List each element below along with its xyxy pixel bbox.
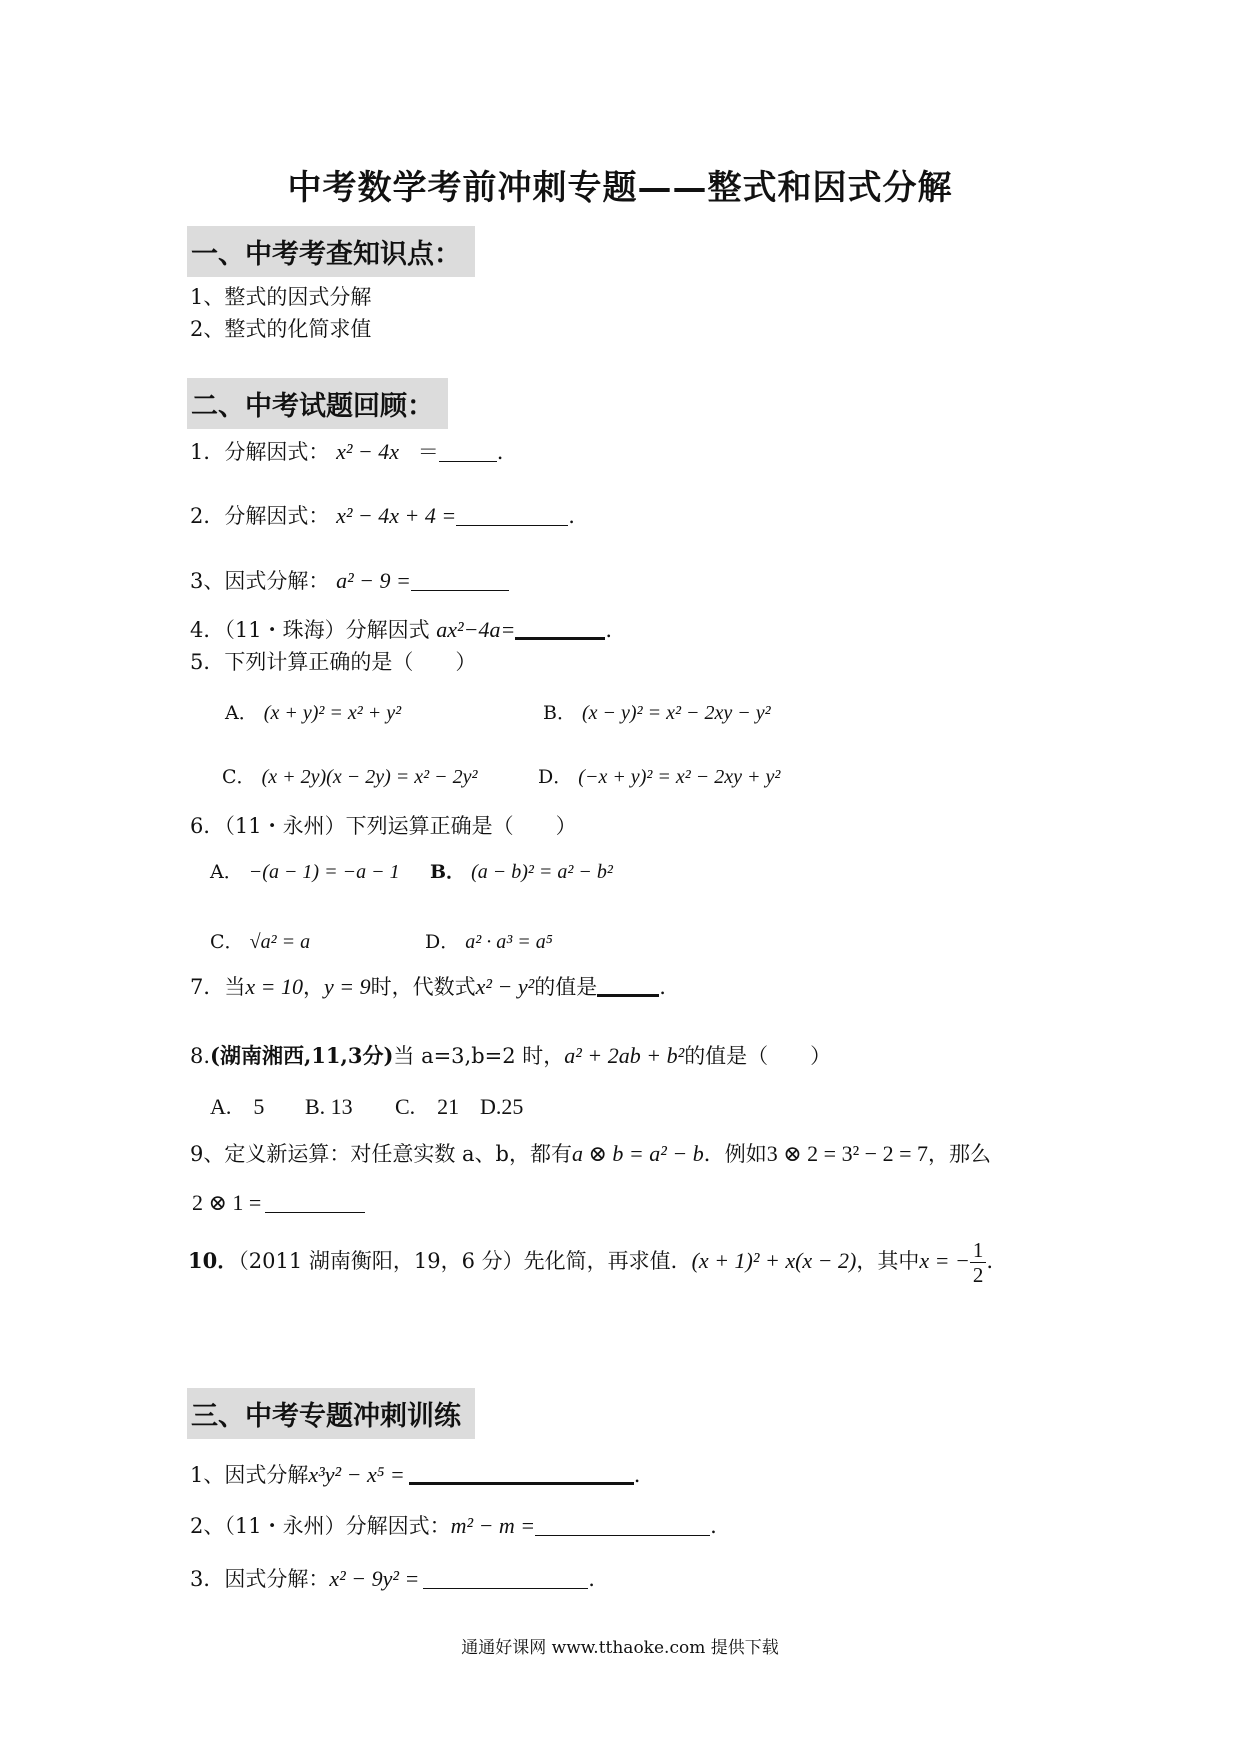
q8-option-d: D.25 [480, 1094, 524, 1119]
condition-x: x = 10 [245, 974, 303, 999]
question-prefix: 9、定义新运算：对任意实数 a、b，都有 [190, 1142, 572, 1166]
answer-blank[interactable] [535, 1515, 710, 1536]
q6-option-c [210, 927, 310, 954]
question-2-2 [190, 503, 575, 529]
option-expression: (x − y)² = x² − 2xy − y² [582, 702, 771, 724]
math-expression: (x + 1)² + x(x − 2) [691, 1248, 857, 1273]
answer-blank[interactable] [411, 570, 509, 591]
fraction-one-half [970, 1238, 987, 1287]
question-text: 时，代数式 [370, 975, 476, 999]
question-number: 10． [188, 1248, 239, 1273]
period: . [633, 1463, 641, 1487]
option-letter: C． [210, 931, 244, 953]
question-text: 当 a=3,b=2 时， [393, 1044, 565, 1068]
question-prefix: 7．当 [190, 975, 246, 999]
q8-option-c: C. 21 [395, 1094, 460, 1119]
period: . [710, 1514, 717, 1538]
math-expression: m² − m = [450, 1513, 536, 1538]
question-3-3 [190, 1566, 595, 1592]
comma: ， [303, 975, 324, 999]
question-2-5-stem: 5．下列计算正确的是（ ） [190, 650, 477, 674]
question-text: 的值是 [534, 975, 598, 999]
question-prefix: 4．（11・珠海）分解因式 [190, 618, 437, 642]
answer-blank[interactable] [265, 1192, 365, 1213]
question-2-9-line2 [192, 1190, 365, 1216]
fraction-numerator: 1 [970, 1238, 987, 1263]
fraction-denominator: 2 [972, 1263, 984, 1287]
q8-option-b: B. 13 [305, 1094, 353, 1119]
q6-option-a [210, 857, 400, 884]
question-2-3 [190, 568, 509, 594]
option-letter: A． [225, 702, 258, 724]
math-expression: 2 ⊗ 1 = [192, 1190, 262, 1215]
question-source: (湖南湘西,11,3分) [210, 1043, 394, 1068]
q5-option-b [543, 698, 771, 725]
option-expression: (x + 2y)(x − 2y) = x² − 2y² [261, 766, 478, 788]
q8-option-a: A. 5 [210, 1094, 265, 1119]
section-2-heading: 二、中考试题回顾： [187, 378, 448, 429]
definition-expression: a ⊗ b = a² − b [572, 1141, 704, 1166]
condition-y: y = 9 [324, 974, 371, 999]
q6-option-d [425, 927, 553, 954]
question-text: （2011 湖南衡阳，19，6 分）先化简，再求值． [238, 1249, 692, 1273]
option-letter: C． [222, 766, 256, 788]
question-2-10 [188, 1238, 993, 1287]
section-1-heading: 一、中考考查知识点： [187, 226, 475, 277]
option-expression: a² · a³ = a⁵ [465, 931, 553, 953]
option-expression: (a − b)² = a² − b² [471, 861, 613, 883]
q5-option-a [225, 698, 401, 725]
question-prefix: 3．因式分解： [190, 1567, 330, 1591]
period: . [568, 504, 575, 528]
question-2-7 [190, 974, 666, 1000]
option-letter: D． [425, 931, 460, 953]
option-letter: B． [543, 702, 576, 724]
section-3-heading: 三、中考专题冲刺训练 [187, 1388, 475, 1439]
math-expression: a² + 2ab + b² [564, 1043, 685, 1068]
question-2-6-stem: 6．（11・永州）下列运算正确是（ ） [190, 814, 577, 838]
math-expression: x² − 9y² = [329, 1566, 420, 1591]
page-footer: 通通好课网 www.tthaoke.com 提供下载 [461, 1638, 779, 1658]
question-prefix: 1、因式分解 [190, 1463, 309, 1487]
knowledge-point-2: 2、整式的化简求值 [190, 317, 372, 341]
answer-blank[interactable] [439, 441, 497, 462]
question-2-8 [190, 1043, 831, 1069]
question-text: ，其中 [856, 1249, 920, 1273]
option-letter: B． [430, 861, 466, 883]
question-3-2 [190, 1513, 717, 1539]
q5-option-d [538, 762, 780, 789]
answer-blank[interactable] [456, 505, 568, 526]
question-prefix: 8. [190, 1044, 211, 1068]
option-letter: D． [538, 766, 573, 788]
question-text: 的值是（ ） [684, 1044, 832, 1068]
question-prefix: 2、（11・永州）分解因式： [190, 1514, 451, 1538]
x-value: x = − [919, 1248, 970, 1273]
math-expression: ax²−4a= [436, 617, 516, 642]
question-2-4 [190, 617, 612, 643]
math-expression: x² − 4x [336, 439, 400, 464]
answer-blank[interactable] [423, 1568, 588, 1589]
q6-option-b [430, 857, 613, 884]
q8-options [210, 1094, 523, 1120]
answer-blank[interactable] [597, 974, 659, 997]
period: . [986, 1249, 993, 1273]
period: . [605, 618, 613, 642]
option-expression: (−x + y)² = x² − 2xy + y² [578, 766, 781, 788]
answer-blank[interactable] [515, 617, 605, 640]
page-title: 中考数学考前冲刺专题——整式和因式分解 [287, 168, 953, 208]
question-prefix: 1．分解因式： [190, 440, 330, 464]
equals-sign: ＝ [417, 440, 439, 464]
option-expression: (x + y)² = x² + y² [263, 702, 402, 724]
q5-option-c [222, 762, 477, 789]
math-expression: a² − 9 = [336, 568, 411, 593]
question-text: ．例如 [703, 1142, 767, 1166]
math-expression: x² − y² [475, 974, 535, 999]
math-expression: x² − 4x + 4 = [336, 503, 457, 528]
period: . [588, 1567, 595, 1591]
question-2-9 [190, 1141, 991, 1167]
math-expression: x³y² − x⁵ = [308, 1462, 405, 1487]
question-3-1 [190, 1462, 640, 1488]
question-prefix: 3、因式分解： [190, 569, 330, 593]
answer-blank[interactable] [409, 1462, 634, 1485]
period: . [659, 975, 666, 999]
option-letter: A． [210, 861, 243, 883]
question-prefix: 2．分解因式： [190, 504, 330, 528]
question-text: ，那么 [928, 1142, 991, 1166]
question-2-1 [190, 439, 503, 465]
option-expression: √a² = a [249, 931, 311, 953]
period: . [496, 440, 504, 464]
example-expression: 3 ⊗ 2 = 3² − 2 = 7 [766, 1141, 928, 1166]
knowledge-point-1: 1、整式的因式分解 [190, 285, 372, 309]
option-expression: −(a − 1) = −a − 1 [248, 861, 400, 883]
